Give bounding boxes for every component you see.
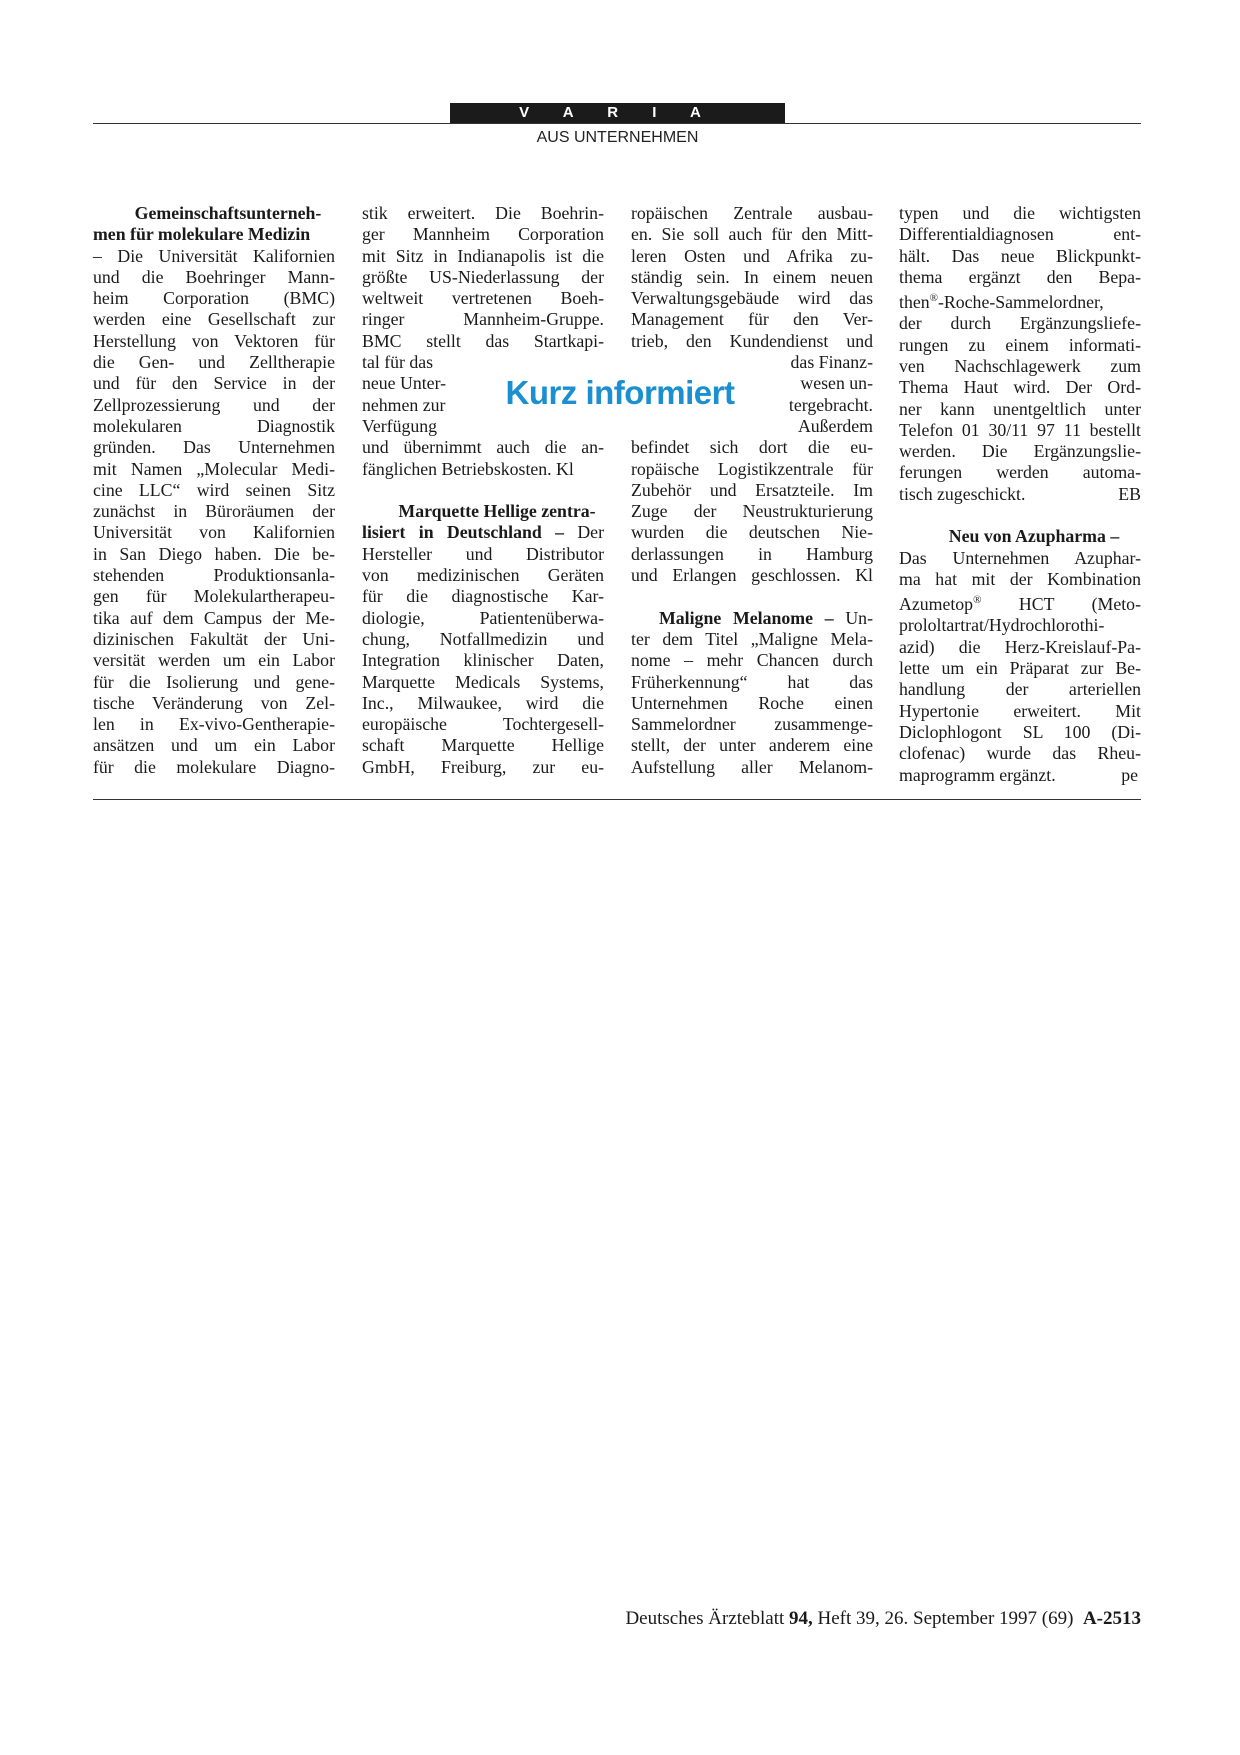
subsection-title: AUS UNTERNEHMEN [536, 129, 699, 146]
text-line: und Erlangen geschlossen. Kl [631, 565, 873, 586]
text-line: ferungen werden automa- [899, 462, 1141, 483]
text-line: derlassungen in Hamburg [631, 543, 873, 564]
text-line: GmbH, Freiburg, zur eu- [362, 756, 604, 777]
text-line: weltweit vertretenen Boeh- [362, 288, 604, 309]
author-signature: EB [1118, 483, 1141, 504]
text-line: wurden die deutschen Nie- [631, 522, 873, 543]
article-heading: men für molekulare Medizin [93, 224, 311, 245]
text-line: Thema Haut wird. Der Ord- [899, 377, 1141, 398]
text-line: Das Unternehmen Azuphar- [899, 547, 1141, 568]
text-line: Früherkennung“ hat das [631, 671, 873, 692]
article-column-3 [631, 203, 873, 778]
text-line: und für den Service in der [93, 373, 335, 394]
text-line: neue Unter- [362, 373, 447, 394]
text-line: Zuge der Neustrukturierung [631, 501, 873, 522]
text-fragment: Der [564, 522, 604, 543]
text-line: stik erweitert. Die Boehrin- [362, 203, 604, 223]
text-line: ständig sein. In einem neuen [631, 266, 873, 287]
text-line: von medizinischen Geräten [362, 565, 604, 586]
text-line: ansätzen und um ein Labor [93, 735, 335, 756]
text-line: cine LLC“ wird seinen Sitz [93, 479, 335, 500]
text-fragment: Un- [833, 607, 873, 628]
text-line: ringer Mannheim-Gruppe. [362, 309, 604, 330]
text-line: handlung der arteriellen [899, 679, 1141, 700]
text-line: werden. Die Ergänzungslie- [899, 441, 1141, 462]
article-heading: lisiert in Deutschland – [362, 522, 565, 543]
text-line: fänglichen Betriebskosten. Kl [362, 458, 574, 479]
text-line: Differentialdiagnosen ent- [899, 224, 1141, 245]
text-line: für die molekulare Diagno- [93, 756, 335, 777]
text-line: Telefon 01 30/11 97 11 bestellt [899, 419, 1141, 440]
text-fragment: -Roche-Sammelordner, [937, 292, 1104, 313]
text-line: befindet sich dort die eu- [631, 437, 873, 458]
text-line: stehenden Produktionsanla- [93, 565, 335, 586]
text-line: leren Osten und Afrika zu- [631, 245, 873, 266]
article-bottom-rule [93, 799, 1141, 800]
article-heading: Marquette Hellige zentra- [398, 501, 596, 522]
text-line: ven Nachschlagewerk zum [899, 356, 1141, 376]
text-line: ger Mannheim Corporation [362, 224, 604, 245]
text-line: Diclophlogont SL 100 (Di- [899, 721, 1141, 742]
footer-page-number: A-2513 [1082, 1608, 1141, 1629]
author-signature: pe [1121, 764, 1138, 785]
text-line: Zubehör und Ersatzteile. Im [631, 479, 873, 500]
text-line: mit Namen „Molecular Medi- [93, 458, 335, 479]
footer-issue: Heft 39, 26. September 1997 (69) [812, 1608, 1083, 1629]
inset-title: Kurz informiert [505, 374, 735, 411]
text-line: Management für den Ver- [631, 309, 873, 330]
text-line: Außerdem [797, 415, 873, 436]
text-line: Universität von Kalifornien [93, 522, 335, 543]
text-line: azid) die Herz-Kreislauf-Pa- [899, 636, 1141, 657]
text-line: Integration klinischer Daten, [362, 650, 604, 671]
page-footer [560, 1608, 1141, 1630]
text-line: ter dem Titel „Maligne Mela- [631, 628, 873, 649]
text-line: clofenac) wurde das Rheu- [899, 743, 1141, 764]
text-line: BMC stellt das Startkapi- [362, 330, 604, 351]
registered-mark: ® [929, 292, 938, 305]
text-line: ropäische Logistikzentrale für [631, 458, 873, 479]
footer-journal: Deutsches Ärzteblatt [625, 1608, 790, 1629]
footer-volume: 94, [789, 1608, 813, 1629]
text-line: und die Boehringer Mann- [93, 266, 335, 287]
text-line: trieb, den Kundendienst und [631, 330, 873, 351]
text-line: für die diagnostische Kar- [362, 586, 604, 607]
text-line: stellt, der unter anderem eine [631, 735, 873, 756]
section-banner: V A R I A [450, 103, 785, 123]
text-line: typen und die wichtigsten [899, 203, 1141, 223]
text-line [899, 288, 1141, 313]
text-line: nome – mehr Chancen durch [631, 650, 873, 671]
text-line: Hersteller und Distributor [362, 543, 604, 564]
text-line: diologie, Patientenüberwa- [362, 607, 604, 628]
text-line: Zellprozessierung und der [93, 394, 335, 415]
text-line: en. Sie soll auch für den Mitt- [631, 224, 873, 245]
registered-mark: ® [973, 594, 982, 607]
text-line: mit Sitz in Indianapolis ist die [362, 245, 604, 266]
header-rule [93, 123, 1141, 124]
text-fragment: then [899, 292, 930, 313]
article-column-4 [899, 203, 1141, 786]
text-fragment: HCT (Meto- [981, 594, 1141, 615]
text-line: ner kann unentgeltlich unter [899, 398, 1141, 419]
text-line: dizinischen Fakultät der Uni- [93, 628, 335, 649]
text-line: ma hat mit der Kombination [899, 568, 1141, 589]
text-line: maprogramm ergänzt. [899, 764, 1056, 785]
text-fragment: Azumetop [899, 594, 974, 615]
text-line: Herstellung von Vektoren für [93, 330, 335, 351]
text-line: len in Ex-vivo-Gentherapie- [93, 714, 335, 735]
text-line: chung, Notfallmedizin und [362, 628, 604, 649]
text-line: europäische Tochtergesell- [362, 714, 604, 735]
text-line: Aufstellung aller Melanom- [631, 756, 873, 777]
text-line: hält. Das neue Blickpunkt- [899, 245, 1141, 266]
text-line: tika auf dem Campus der Me- [93, 607, 335, 628]
text-line: prololtartrat/Hydrochlorothi- [899, 615, 1105, 636]
text-line: Marquette Medicals Systems, [362, 671, 604, 692]
text-line [899, 590, 1141, 615]
text-line: molekularen Diagnostik [93, 415, 335, 436]
article-column-1 [93, 203, 335, 778]
text-line: der durch Ergänzungsliefe- [899, 313, 1141, 334]
text-line: das Finanz- [790, 352, 873, 373]
article-heading: Maligne Melanome – [659, 607, 834, 628]
text-line: lette um ein Präparat zur Be- [899, 658, 1141, 679]
article-heading: Neu von Azupharma – [948, 526, 1120, 547]
text-line: heim Corporation (BMC) [93, 288, 335, 309]
text-line: Sammelordner zusammenge- [631, 714, 873, 735]
text-line: schaft Marquette Hellige [362, 735, 604, 756]
text-line: Unternehmen Roche einen [631, 692, 873, 713]
text-line: tal für das [362, 352, 434, 373]
text-line: – Die Universität Kalifornien [93, 245, 335, 266]
text-line: thema ergänzt den Bepa- [899, 266, 1141, 287]
text-line: die Gen- und Zelltherapie [93, 352, 335, 373]
text-line: tische Veränderung von Zel- [93, 692, 335, 713]
text-line: Inc., Milwaukee, wird die [362, 692, 604, 713]
text-line: gen für Molekulartherapeu- [93, 586, 335, 607]
text-line: gründen. Das Unternehmen [93, 437, 335, 458]
text-line: tergebracht. [788, 394, 873, 415]
text-line: größte US-Niederlassung der [362, 266, 604, 287]
text-line: nehmen zur [362, 394, 446, 415]
text-line: wesen un- [800, 373, 873, 394]
text-line: tisch zugeschickt. [899, 483, 1026, 504]
text-line: Verwaltungsgebäude wird das [631, 288, 873, 309]
text-line: Hypertonie erweitert. Mit [899, 700, 1141, 721]
text-line: Verfügung [362, 415, 438, 436]
text-line: werden eine Gesellschaft zur [93, 309, 335, 330]
text-line: versität werden um ein Labor [93, 650, 335, 671]
text-line: und übernimmt auch die an- [362, 437, 604, 458]
text-line: ropäischen Zentrale ausbau- [631, 203, 873, 223]
article-heading: Gemeinschaftsunterneh- [134, 203, 322, 223]
text-line: in San Diego haben. Die be- [93, 543, 335, 564]
text-line: für die Isolierung und gene- [93, 671, 335, 692]
text-line: rungen zu einem informati- [899, 334, 1141, 355]
text-line: zunächst in Büroräumen der [93, 501, 335, 522]
article-column-2 [362, 203, 604, 778]
